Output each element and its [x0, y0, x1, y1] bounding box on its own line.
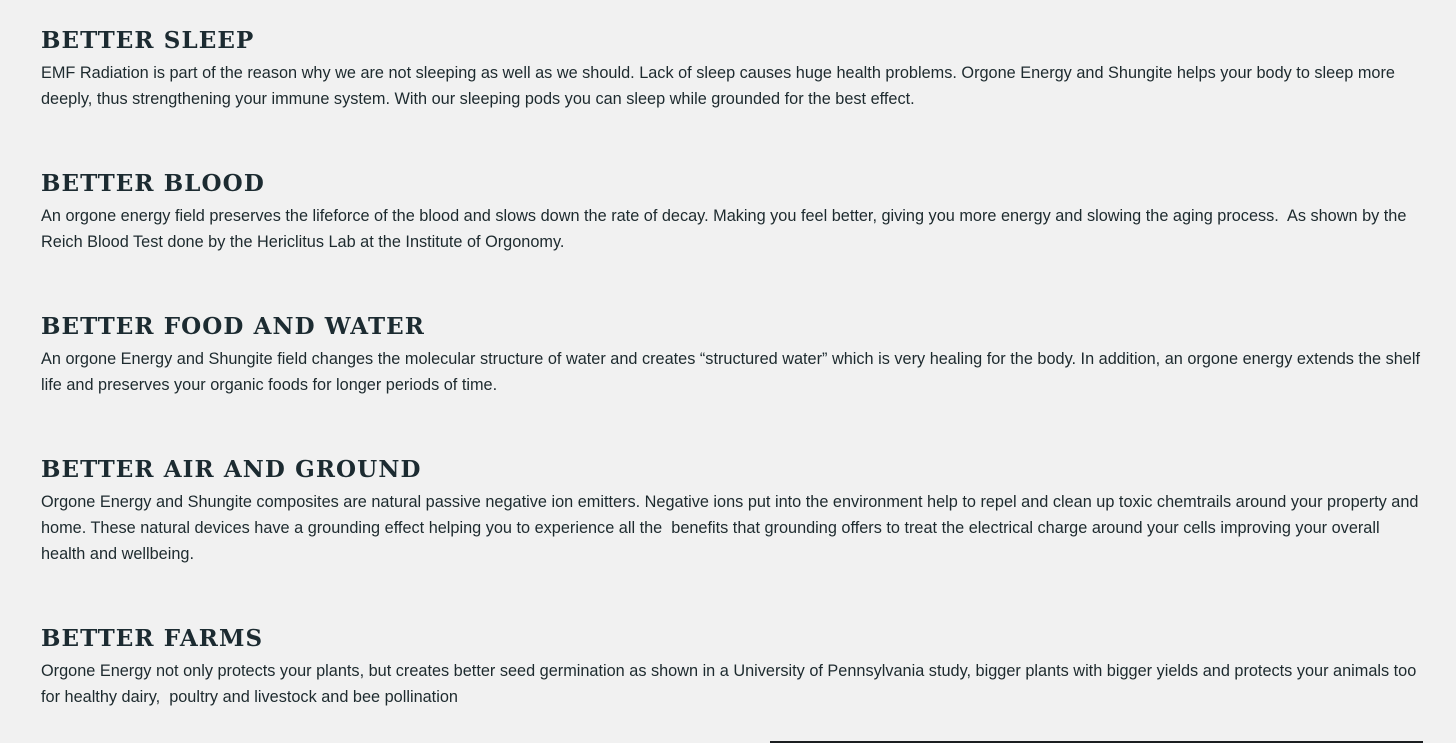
section-body: Orgone Energy not only protects your plants, but creates better seed germination as shown in a University of Pennsylvania study, bigger plants with bigger yields and protects your animals too for healthy dairy, poultry and livestock and bee pollination	[41, 662, 1421, 706]
section-title: BETTER BLOOD	[41, 170, 265, 197]
section-title: BETTER FARMS	[41, 625, 264, 652]
section-body: An orgone Energy and Shungite field changes the molecular structure of water and creates “structured water” which is very healing for the body. In addition, an orgone energy extends the shelf life and preserves your organic foods for longer periods of time.	[41, 350, 1425, 394]
section-better-food-and-water	[41, 312, 1425, 455]
section-body: EMF Radiation is part of the reason why we are not sleeping as well as we should. Lack of sleep causes huge health problems. Orgone Energy and Shungite helps your body to sleep more deeply, thus strengthening your immune system. With our sleeping pods you can sleep while grounded for the best effect.	[41, 64, 1400, 108]
section-title: BETTER AIR AND GROUND	[41, 456, 422, 483]
section-body: An orgone energy field preserves the lifeforce of the blood and slows down the rate of decay. Making you feel better, giving you more energy and slowing the aging process. As shown by the Reich Blood Test done by the Hericlitus Lab at the Institute of Orgonomy.	[41, 207, 1411, 251]
section-body: Orgone Energy and Shungite composites are natural passive negative ion emitters. Negative ions put into the environment help to repel and clean up toxic chemtrails around your property and home. These natural devices have a grounding effect helping you to experience all the benefits that grounding offers to treat the electrical charge around your cells improving your overall health and wellbeing.	[41, 493, 1424, 563]
benefits-list	[41, 26, 1425, 711]
section-better-air-and-ground	[41, 455, 1424, 624]
section-title: BETTER SLEEP	[41, 27, 255, 54]
section-better-sleep	[41, 26, 1421, 169]
section-better-farms	[41, 624, 1421, 711]
section-title: BETTER FOOD AND WATER	[41, 313, 426, 340]
section-better-blood	[41, 169, 1421, 312]
